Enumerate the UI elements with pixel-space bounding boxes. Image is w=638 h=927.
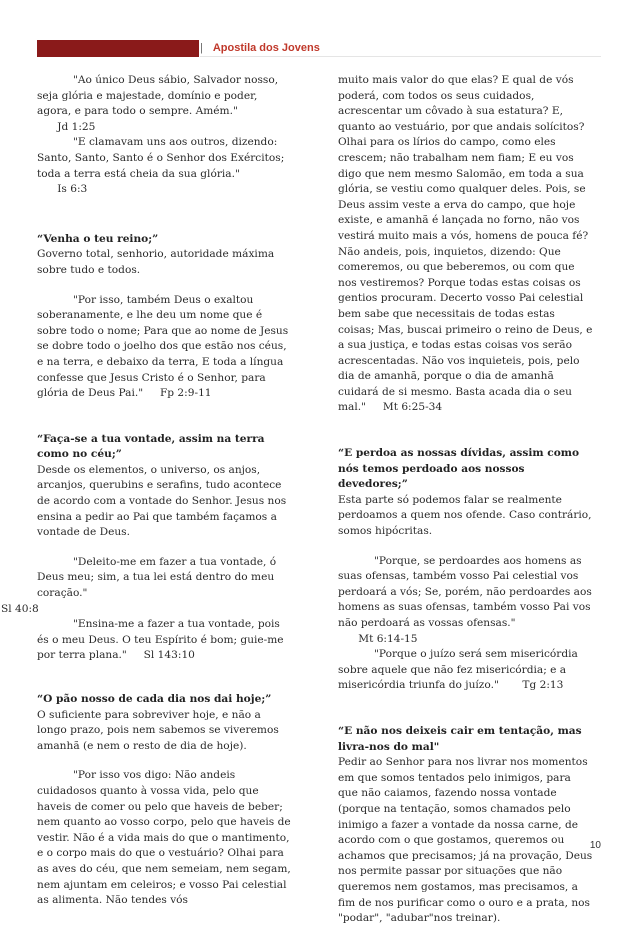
verse-ref: Sl 40:8	[1, 602, 39, 615]
quote-text: muito mais valor do que elas? E qual de vós poderá, com todos os seus cuidados, acrescentar um côvado à sua estatura? E, quanto ao vestuário, por que andais solícitos? Olhai para os lírios do campo, como eles crescem; não trabalham nem fiam; E eu vos digo que nem mesmo Salomão, em toda a sua glória, se vestiu como qualquer deles. Pois, se Deus assim veste a erva do campo, que hoje existe, e amanhã é lançada no forno, não vos vestirá muito mais a vós, homens de pouca fé? Não andeis, pois, inquietos, dizendo: Que comeremos, ou que beberemos, ou com que nos vestiremos? Porque todas estas coisas os gentios procuram. Decerto vosso Pai celestial bem sabe que necessitais de todas estas coisas; Mas, buscai primeiro o reino de Deus, e a sua justiça, e todas estas coisas vos serão acrescentadas. Não vos inquieteis, pois, pelo dia de amanhã, porque o dia de amanhã cuidará de si mesmo. Basta acada dia o seu mal."	[338, 74, 593, 414]
section-text: Desde os elementos, o universo, os anjos, arcanjos, querubins e serafins, tudo acontece de acordo com a vontade do Senhor. Jesus nos ensina a pedir ao Pai que também façamos a vontade de Deus.	[37, 463, 287, 539]
section-heading: “Venha o teu reino;”	[37, 232, 159, 245]
section-heading: “Faça-se a tua vontade, assim na terra como no céu;”	[37, 432, 265, 461]
page-number: 10	[589, 840, 601, 851]
verse-ref: Is 6:3	[57, 183, 88, 196]
page-header	[37, 40, 601, 57]
section-text: Pedir ao Senhor para nos livrar nos momentos em que somos tentados pelo inimigos, para que não caiamos, fazendo nossa vontade (porque na tentação, somos chamados pelo inimigo a fazer a vontade da nossa carne, de acordo com o que gostamos, queremos ou achamos que precisamos; já na provação, Deus nos permite passar por situações que não queremos nem gostamos, mas precisamos, a fim de nos purificar como o ouro e a prata, nos "podar", "adubar"nos treinar).	[338, 756, 593, 925]
section-heading: “E não nos deixeis cair em tentação, mas livra-nos do mal"	[338, 724, 582, 753]
quote-text: "E clamavam uns aos outros, dizendo: Santo, Santo, Santo é o Senhor dos Exércitos; toda a terra está cheia da sua glória."	[37, 136, 285, 180]
left-column	[1, 73, 293, 909]
quote-sl40	[1, 555, 293, 617]
quote-fp	[37, 293, 293, 402]
header-title-area	[200, 40, 601, 57]
section-heading: “O pão nosso de cada dia nos dai hoje;”	[37, 693, 272, 705]
section-text: Governo total, senhorio, autoridade máxima sobre tudo e todos.	[37, 248, 275, 276]
verse-ref: Sl 143:10	[143, 649, 195, 662]
quote-is	[37, 135, 293, 197]
quote-jd	[37, 73, 293, 135]
quote-mt6-start: "Por isso vos digo: Não andeis cuidadosos quanto à vossa vida, pelo que haveis de comer ou pelo que haveis de beber; nem quanto ao vosso corpo, pelo que haveis de vestir. Não é a vida mais do que o mantimento, e o corpo mais do que o vestuário? Olhai para as aves do céu, que nem semeiam, nem segam, nem ajuntam em celeiros; e vosso Pai celestial as alimenta. Não tendes vós	[37, 769, 291, 907]
header-separator: |	[200, 42, 203, 54]
verse-ref: Jd 1:25	[57, 120, 96, 133]
quote-text: "Porque o juízo será sem misericórdia sobre aquele que não fez misericórdia; e a misericórdia triunfa do juízo."	[338, 648, 578, 692]
verse-ref: Tg 2:13	[522, 679, 564, 692]
verse-ref: Mt 6:14-15	[358, 632, 418, 645]
section-text: Esta parte só podemos falar se realmente perdoamos a quem nos ofende. Caso contrário, somos hipócritas.	[338, 493, 592, 538]
quote-mt6-cont	[338, 73, 594, 416]
quote-mt6-14	[338, 554, 594, 648]
header-accent-bar	[37, 40, 200, 57]
section-heading: “E perdoa as nossas dívidas, assim como nós temos perdoado aos nossos devedores;”	[338, 447, 580, 491]
header-title: Apostila dos Jovens	[212, 42, 320, 54]
quote-text: "Deleito-me em fazer a tua vontade, ó Deus meu; sim, a tua lei está dentro do meu coração."	[37, 555, 277, 600]
right-column	[338, 73, 594, 927]
quote-text: "Ensina-me a fazer a tua vontade, pois és o meu Deus. O teu Espírito é bom; guie-me por terra plana."	[37, 618, 284, 662]
quote-text: "Porque, se perdoardes aos homens as suas ofensas, também vosso Pai celestial vos perdoará a vós; Se, porém, não perdoardes aos homens as suas ofensas, também vosso Pai vos não perdoará as vossas ofensas."	[338, 554, 592, 629]
verse-ref: Fp 2:9-11	[159, 387, 212, 400]
quote-text: "Por isso, também Deus o exaltou soberanamente, e lhe deu um nome que é sobre todo o nome; Para que ao nome de Jesus se dobre todo o joelho dos que estão nos céus, e na terra, e debaixo da terra, E toda a língua confesse que Jesus Cristo é o Senhor, para glória de Deus Pai."	[37, 293, 289, 400]
quote-text: "Ao único Deus sábio, Salvador nosso, seja glória e majestade, domínio e poder, agora, e para todo o sempre. Amém."	[37, 74, 279, 118]
quote-tg	[338, 647, 594, 694]
section-text: O suficiente para sobreviver hoje, e não a longo prazo, pois nem sabemos se viveremos amanhã (e nem o resto de dia de hoje).	[37, 708, 279, 752]
quote-sl143	[37, 617, 293, 664]
verse-ref: Mt 6:25-34	[382, 401, 443, 414]
